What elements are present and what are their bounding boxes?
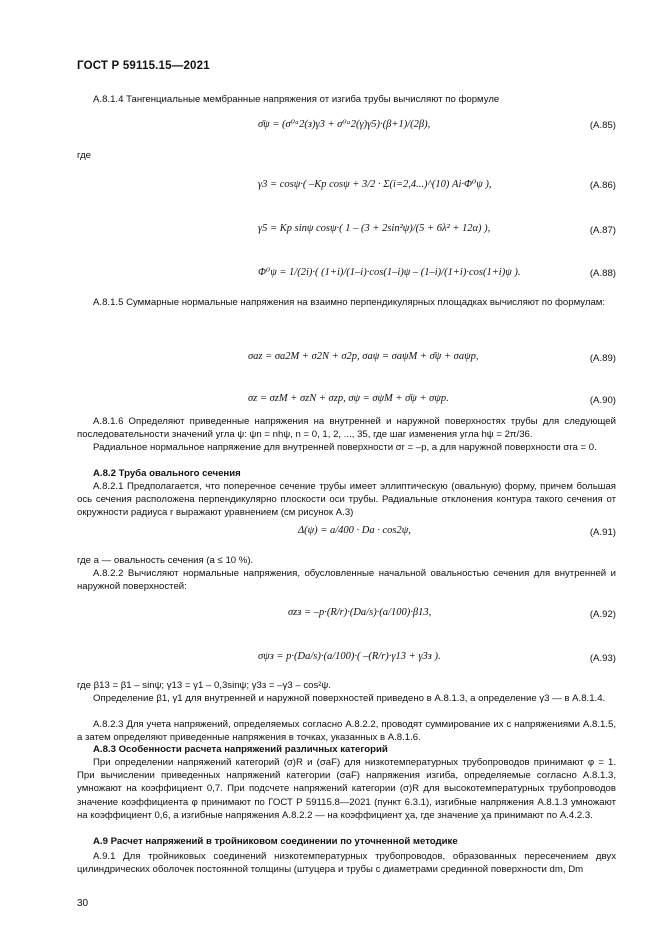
paragraph-a83: При определении напряжений категорий (σ)R и (σaF) для низкотемпературных трубопроводов принимают φ = 1. При вычислении приведенных напряжений категории (σaF) напряжения изгиба, определяемые согласно А.8.1.3, умножают на коэффициент 0,7. При подсчете напряжений категории (σ)R для высокотемпературных трубопроводов значение коэффициента φ принимают по ГОСТ Р 59115.8—2021 (пункт 6.3.1), изгибные напряжения А.8.1.3 умножают на коэффициент 0,6, а изгибные напряжения А.8.2.2 — на коэффициент χa, где значение χa принимают по А.4.2.3. [77,757,616,821]
heading-a82: А.8.2 Труба овального сечения [93,468,241,479]
equation-number-a88: (A.88) [589,268,616,279]
paragraph-a823: А.8.2.3 Для учета напряжений, определяемых согласно А.8.2.2, проводят суммирование их с напряжениями А.8.1.5, а затем определяют приведенные напряжения в точках, указанных в А.8.1.6. [77,719,616,744]
formula-a87: γ5 = Kp sinψ cosψ·( 1 – (3 + 2sin²ψ)/(5 + 6λ² + 12α) ), [258,223,491,234]
equation-number-a91: (A.91) [589,527,616,538]
paragraph-a816: А.8.1.6 Определяют приведенные напряжения на внутренней и наружной поверхностях трубы для следующей последовательности значений угла ψ: ψn = nhψ, n = 0, 1, 2, ..., 35, где шаг изменения угла hψ = 2π/36. [77,416,616,441]
page-number: 30 [77,898,89,909]
paragraph-radial-stress: Радиальное нормальное напряжение для внутренней поверхности σr = –p, а для наружной поверхности σra = 0. [93,442,597,453]
paragraph-a814: А.8.1.4 Тангенциальные мембранные напряжения от изгиба трубы вычисляют по формуле [93,94,500,105]
equation-number-a86: (A.86) [589,180,616,191]
equation-number-a89: (A.89) [589,353,616,364]
formula-a90: σz = σzM + σzN + σzp, σψ = σψM + σ̄ψ + σψp. [248,393,449,404]
paragraph-a91: А.9.1 Для тройниковых соединений низкотемпературных трубопроводов, образованных пересечением двух цилиндрических оболочек постоянной толщины (штуцера и трубы с диаметрами срединной поверхности dm, Dm [77,851,616,876]
paragraph-a822: А.8.2.2 Вычисляют нормальные напряжения, обусловленные начальной овальностью сечения для внутренней и наружной поверхностей: [77,568,616,593]
where-label: где [77,150,92,161]
equation-number-a90: (A.90) [589,395,616,406]
formula-a93: σψз = p·(Dа/s)·(a/100)·( –(R/r)·γ13 + γ3з ). [258,651,441,662]
equation-number-a93: (A.93) [589,653,616,664]
formula-a92: σzз = –p·(R/r)·(Dа/s)·(a/100)·β13, [288,607,432,618]
formula-a85: σ̄ψ = (σ⁰ᵃ2(з)γ3 + σ⁰ᵃ2(γ)γ5)·(β+1)/(2β), [258,119,431,130]
paragraph-ovality: где a — овальность сечения (a ≤ 10 %). [77,555,254,566]
formula-a89: σaz = σa2M + σ2N + σ2p, σaψ = σaψM + σ̄ψ + σaψp, [248,351,479,362]
heading-a9: А.9 Расчет напряжений в тройниковом соединении по уточненной методике [93,836,458,847]
equation-number-a85: (A.85) [589,120,616,131]
paragraph-a821: А.8.2.1 Предполагается, что поперечное сечение трубы имеет эллиптическую (овальную) форму, причем большая ось сечения расположена перпендикулярно плоскости оси трубы. Радиальные отклонения контура такого сечения от окружности радиуса r выражают уравнением (см рисунок А.3) [77,481,616,519]
formula-a86: γ3 = cosψ·( –Kp cosψ + 3/2 · Σ(i=2,4...)^(10) Ai·Φ⁰ψ ), [258,179,492,190]
equation-number-a87: (A.87) [589,225,616,236]
document-header: ГОСТ Р 59115.15—2021 [77,60,210,72]
heading-a83: А.8.3 Особенности расчета напряжений различных категорий [93,744,388,755]
formula-a91: Δ(ψ) = a/400 · Dа · cos2ψ, [298,525,411,536]
equation-number-a92: (A.92) [589,609,616,620]
formula-a88: Φ⁰ψ = 1/(2i)·( (1+i)/(1–i)·cos(1–i)ψ – (1–i)/(1+i)·cos(1+i)ψ ). [258,267,521,278]
paragraph-where-beta: где β13 = β1 – sinψ; γ13 = γ1 – 0,3sinψ; γ3з = –γ3 – cos²ψ. [77,680,331,691]
paragraph-definitions: Определение β1, γ1 для внутренней и наружной поверхностей приведено в А.8.1.3, а определение γ3 — в А.8.1.4. [93,693,606,704]
paragraph-a815: А.8.1.5 Суммарные нормальные напряжения на взаимно перпендикулярных площадках вычисляют по формулам: [93,297,606,308]
